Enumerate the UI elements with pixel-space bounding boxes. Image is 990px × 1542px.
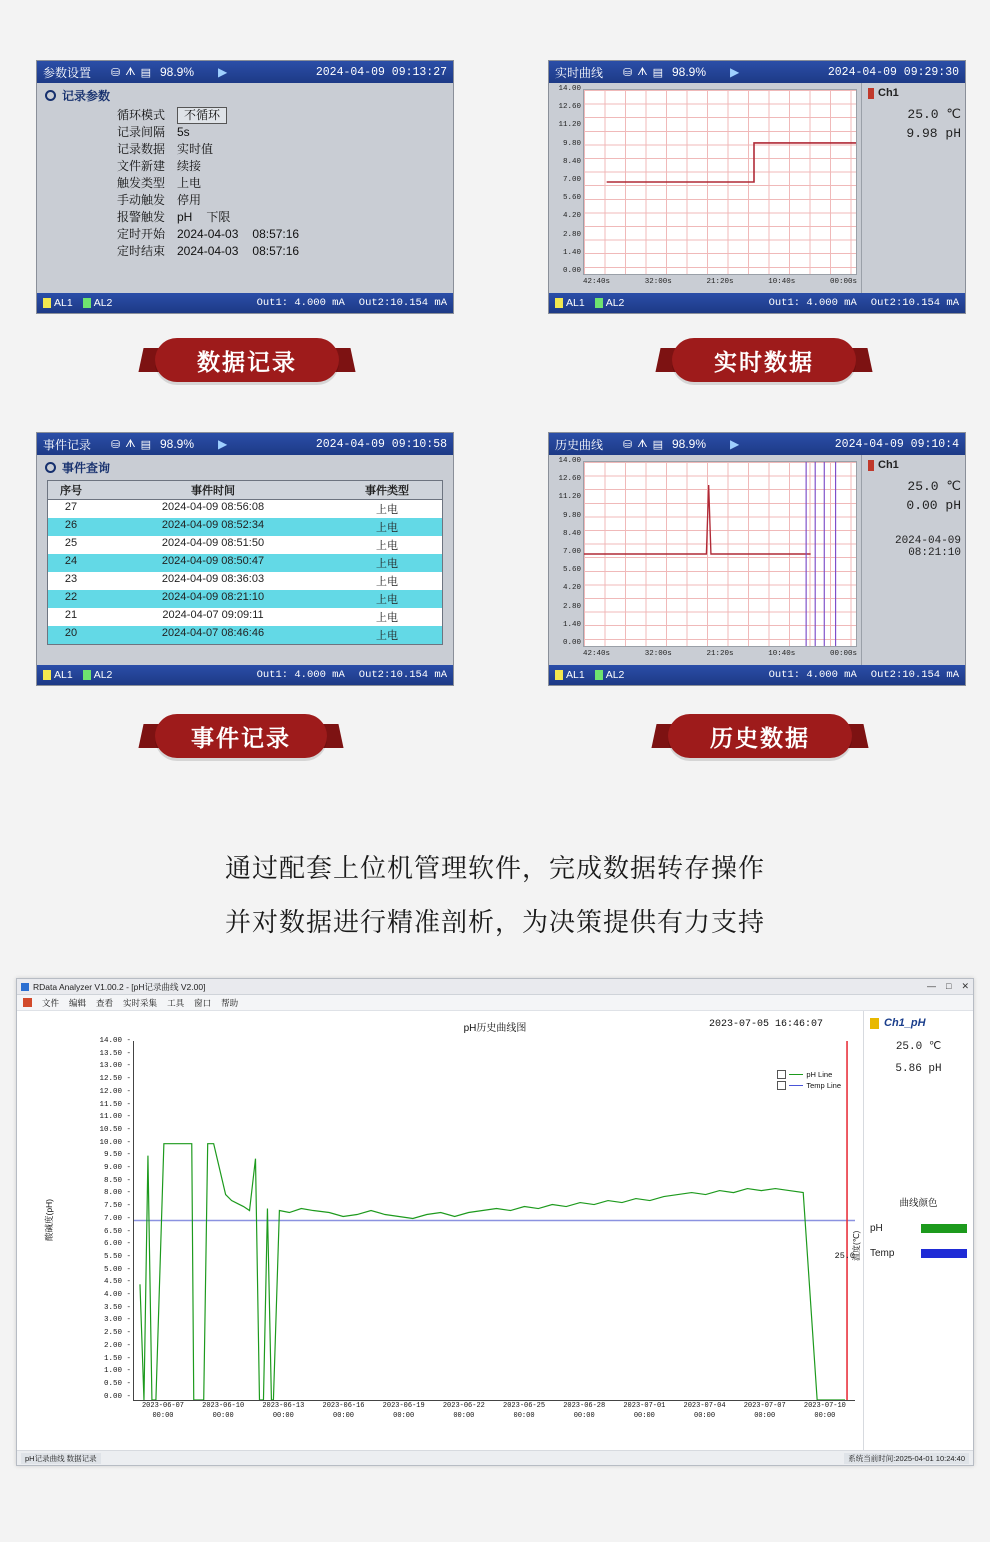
output1-value: Out1: 4.000 mA	[256, 669, 345, 681]
table-row[interactable]: 24 2024-04-09 08:50:47 上电	[48, 554, 442, 572]
event-table[interactable]	[47, 480, 443, 645]
panel-statusbar	[37, 665, 453, 685]
storage-icon: ▤	[652, 438, 664, 451]
line-swatch	[789, 1074, 803, 1075]
panel-body	[37, 455, 453, 665]
signal-icon: ᗑ	[637, 437, 649, 450]
battery-percent: 98.9%	[159, 65, 195, 79]
menu-item-realtime-acquire[interactable]: 实时采集	[123, 997, 158, 1008]
temp-color-swatch[interactable]	[921, 1249, 967, 1258]
param-list	[37, 106, 453, 260]
play-icon[interactable]: ▶	[218, 437, 228, 451]
output2-value: Out2:10.154 mA	[358, 669, 447, 681]
param-key: 手动触发	[116, 193, 165, 207]
window-titlebar	[17, 979, 973, 995]
status-icons	[111, 66, 152, 79]
panel-title: 历史曲线	[555, 437, 604, 452]
caption-data-record: 数据记录	[155, 338, 339, 382]
panel-datetime: 2024-04-09 09:29:30	[827, 65, 959, 79]
param-key: 记录数据	[116, 142, 165, 156]
ph-color-swatch[interactable]	[921, 1224, 967, 1233]
param-key: 循环模式	[116, 108, 165, 122]
status-icons	[623, 66, 664, 79]
panel-history-curve	[548, 432, 966, 686]
channel-label: Ch1	[868, 459, 961, 471]
window-title: RData Analyzer V1.00.2 - [pH记录曲线 V2.00]	[33, 981, 206, 992]
battery-icon: ⛁	[111, 438, 122, 451]
panel-body	[37, 83, 453, 293]
menu-item-tools[interactable]: 工具	[167, 997, 185, 1008]
param-value[interactable]: 不循环	[177, 107, 227, 124]
alarm2-indicator: AL2	[595, 669, 625, 681]
play-icon[interactable]: ▶	[730, 65, 740, 79]
table-row[interactable]: 26 2024-04-09 08:52:34 上电	[48, 518, 442, 536]
param-key: 定时结束	[116, 244, 165, 258]
battery-icon: ⛁	[623, 438, 634, 451]
x-axis-ticks: 42:40s 32:00s 21:20s 10:40s 00:00s	[583, 650, 857, 658]
section-title: 事件查询	[62, 461, 111, 475]
caption-event-record: 事件记录	[155, 714, 327, 758]
menu-item-edit[interactable]: 编辑	[69, 997, 87, 1008]
output1-value: Out1: 4.000 mA	[768, 297, 857, 309]
alarm1-indicator: AL1	[43, 297, 73, 309]
cursor-date: 2024-04-09	[894, 535, 961, 547]
param-row[interactable]	[37, 192, 453, 209]
secondary-axis-label: 温度(℃)	[851, 1230, 861, 1261]
plot-area	[133, 1041, 855, 1401]
table-row[interactable]: 27 2024-04-09 08:56:08 上电	[48, 500, 442, 518]
channel-color-swatch	[868, 88, 874, 99]
secondary-axis-value: 25.0	[834, 1251, 855, 1261]
channel-color-swatch	[868, 460, 874, 471]
y-axis-ticks: 14.00 - 13.50 - 13.00 - 12.50 - 12.00 - 11.50 - 11.00 - 10.50 - 10.00 - 9.50 - 9.00 - 8.50 - 8.00 - 7.50 - 7.00 - 6.50 - 6.00 - 5.50 - 5.00 - 4.50 - 4.00 - 3.50 - 3.00 - 2.50 - 2.00 - 1.50 - 1.00 - 0.50 - 0.00 -	[99, 1037, 131, 1401]
panel-titlebar	[549, 433, 965, 455]
alarm2-indicator: AL2	[83, 669, 113, 681]
menu-bar[interactable]	[17, 995, 973, 1011]
y-axis-label: 酸碱度(pH)	[44, 1198, 54, 1241]
battery-percent: 98.9%	[159, 437, 195, 451]
param-row[interactable]	[37, 175, 453, 192]
output1-value: Out1: 4.000 mA	[256, 297, 345, 309]
status-bar	[17, 1450, 973, 1465]
output2-value: Out2:10.154 mA	[870, 669, 959, 681]
col-type: 事件类型	[365, 485, 409, 497]
param-row[interactable]	[37, 243, 453, 260]
battery-icon: ⛁	[111, 66, 122, 79]
param-row[interactable]	[37, 141, 453, 158]
alarm1-indicator: AL1	[43, 669, 73, 681]
panel-event-log	[36, 432, 454, 686]
window-controls[interactable]	[927, 981, 969, 992]
param-key: 报警触发	[116, 210, 165, 224]
panel-titlebar	[37, 433, 453, 455]
menu-item-file[interactable]: 文件	[42, 997, 60, 1008]
checkbox-icon[interactable]	[777, 1070, 786, 1079]
storage-icon: ▤	[140, 438, 152, 451]
plot-area	[583, 89, 857, 275]
signal-icon: ᗑ	[125, 65, 137, 78]
panel-datetime: 2024-04-09 09:10:58	[315, 437, 447, 451]
history-trace	[584, 462, 856, 646]
output-values	[769, 669, 959, 681]
param-key: 文件新建	[116, 159, 165, 173]
param-value[interactable]: 2024-04-03	[177, 244, 239, 258]
maximize-icon[interactable]: □	[946, 981, 952, 991]
output2-value: Out2:10.154 mA	[870, 297, 959, 309]
param-row[interactable]	[37, 124, 453, 141]
col-time: 事件时间	[191, 485, 235, 497]
alarm1-indicator: AL1	[555, 297, 585, 309]
panel-body	[549, 83, 965, 293]
legend-item-ph[interactable]: pH Line	[777, 1069, 841, 1080]
table-row[interactable]: 25 2024-04-09 08:51:50 上电	[48, 536, 442, 554]
param-value-extra[interactable]: 08:57:16	[252, 227, 300, 241]
legend-row-ph[interactable]: pH	[870, 1223, 967, 1234]
menu-item-window[interactable]: 窗口	[194, 997, 212, 1008]
ph-value: 9.98 pH	[906, 126, 961, 141]
status-left: pH记录曲线 数据记录	[21, 1453, 101, 1464]
section-title: 记录参数	[62, 89, 111, 103]
minimize-icon[interactable]: —	[927, 981, 937, 991]
y-axis-ticks: 14.00 12.60 11.20 9.80 8.40 7.00 5.60 4.20 2.80 1.40 0.00	[558, 457, 581, 647]
ph-series	[140, 1144, 845, 1400]
channel-name: Ch1_pH	[870, 1017, 967, 1029]
panel-titlebar	[549, 61, 965, 83]
play-icon[interactable]: ▶	[218, 65, 228, 79]
status-icons	[623, 438, 664, 451]
alarm2-indicator: AL2	[83, 297, 113, 309]
checkbox-icon[interactable]	[777, 1081, 786, 1090]
table-row[interactable]: 23 2024-04-09 08:36:03 上电	[48, 572, 442, 590]
legend-row-temp[interactable]: Temp	[870, 1248, 967, 1259]
play-icon[interactable]: ▶	[730, 437, 740, 451]
table-header	[48, 481, 442, 500]
panel-title: 参数设置	[43, 65, 92, 80]
panel-statusbar	[549, 293, 965, 313]
param-row[interactable]	[37, 107, 453, 124]
history-chart[interactable]	[549, 455, 861, 665]
temperature-value: 25.0 ℃	[907, 107, 961, 122]
status-icons	[111, 438, 152, 451]
x-axis-ticks: 42:40s 32:00s 21:20s 10:40s 00:00s	[583, 278, 857, 286]
param-value[interactable]: 实时值	[177, 142, 214, 156]
channel-readout	[861, 83, 965, 293]
battery-icon: ⛁	[623, 66, 634, 79]
realtime-trace	[584, 90, 856, 274]
realtime-chart[interactable]	[549, 83, 861, 293]
record-icon	[45, 90, 56, 101]
menu-item-view[interactable]: 查看	[96, 997, 114, 1008]
status-right: 系统当前时间:2025-04-01 10:24:40	[844, 1453, 969, 1464]
param-value[interactable]: 2024-04-03	[177, 227, 239, 241]
x-axis-ticks: 2023-06-07 00:00 2023-06-10 00:00 2023-06-13 00:00 2023-06-16 00:00 2023-06-19 00:00 2023-06-22 00:00 2023-06-25 00:00 2023-06-28 00:00 2023-07-01 00:00 2023-07-04 00:00 2023-07-07 00:00 2023-07-10 00:00	[141, 1402, 846, 1420]
ph-history-plot	[134, 1041, 855, 1400]
close-icon[interactable]: ✕	[961, 981, 969, 991]
app-icon	[21, 983, 29, 991]
param-key: 触发类型	[116, 176, 165, 190]
legend-item-temp[interactable]: Temp Line	[777, 1080, 841, 1091]
alarm1-indicator: AL1	[555, 669, 585, 681]
panel-title: 实时曲线	[555, 65, 604, 80]
y-axis-ticks: 14.00 12.60 11.20 9.80 8.40 7.00 5.60 4.20 2.80 1.40 0.00	[558, 85, 581, 275]
storage-icon: ▤	[140, 66, 152, 79]
channel-readout	[861, 455, 965, 665]
caption-realtime-data: 实时数据	[672, 338, 856, 382]
ph-value: 0.00 pH	[906, 498, 961, 513]
brand-icon	[23, 998, 32, 1007]
output-values	[257, 669, 447, 681]
chart-timestamp: 2023-07-05 16:46:07	[708, 1019, 823, 1030]
output2-value: Out2:10.154 mA	[358, 297, 447, 309]
pc-software-window	[16, 978, 974, 1466]
panel-datetime: 2024-04-09 09:10:4	[834, 437, 959, 451]
section-header	[37, 455, 453, 478]
readout-sidebar	[863, 1011, 973, 1451]
series-legend[interactable]	[777, 1069, 841, 1091]
panel-statusbar	[549, 665, 965, 685]
marketing-line-2: 并对数据进行精准剖析，为决策提供有力支持	[224, 907, 765, 937]
battery-percent: 98.9%	[671, 65, 707, 79]
param-row[interactable]	[37, 158, 453, 175]
param-value[interactable]: pH	[177, 210, 193, 224]
menu-item-help[interactable]: 帮助	[221, 997, 239, 1008]
panel-titlebar	[37, 61, 453, 83]
param-value-extra[interactable]: 下限	[206, 210, 231, 224]
ph-value: 5.86 pH	[895, 1063, 942, 1075]
col-no: 序号	[60, 485, 82, 497]
param-value[interactable]: 停用	[177, 193, 202, 207]
caption-history-data: 历史数据	[668, 714, 852, 758]
alarm2-indicator: AL2	[595, 297, 625, 309]
table-row[interactable]: 20 2024-04-07 08:46:46 上电	[48, 626, 442, 644]
line-swatch	[789, 1085, 803, 1086]
param-key: 记录间隔	[116, 125, 165, 139]
channel-color-swatch	[870, 1018, 879, 1029]
search-icon	[45, 462, 56, 473]
panel-realtime-curve	[548, 60, 966, 314]
chart-title: pH历史曲线图	[463, 1023, 527, 1034]
table-row[interactable]: 22 2024-04-09 08:21:10 上电	[48, 590, 442, 608]
param-row[interactable]	[37, 226, 453, 243]
plot-area	[583, 461, 857, 647]
battery-percent: 98.9%	[671, 437, 707, 451]
param-row[interactable]	[37, 209, 453, 226]
channel-label: Ch1	[868, 87, 961, 99]
legend-title: 曲线颜色	[899, 1198, 938, 1209]
panel-datetime: 2024-04-09 09:13:27	[315, 65, 447, 79]
cursor-time: 08:21:10	[908, 547, 961, 559]
param-key: 定时开始	[116, 227, 165, 241]
panel-title: 事件记录	[43, 437, 92, 452]
output-values	[769, 297, 959, 309]
panel-body	[549, 455, 965, 665]
output1-value: Out1: 4.000 mA	[768, 669, 857, 681]
output-values	[257, 297, 447, 309]
temperature-value: 25.0 ℃	[895, 1041, 942, 1053]
section-header	[37, 83, 453, 106]
panel-statusbar	[37, 293, 453, 313]
marketing-line-1: 通过配套上位机管理软件，完成数据转存操作	[224, 853, 765, 883]
param-value-extra[interactable]: 08:57:16	[252, 244, 300, 258]
param-value[interactable]: 5s	[177, 125, 190, 139]
chart-canvas[interactable]	[17, 1011, 973, 1451]
storage-icon: ▤	[652, 66, 664, 79]
param-value[interactable]: 续接	[177, 159, 202, 173]
table-row[interactable]: 21 2024-04-07 09:09:11 上电	[48, 608, 442, 626]
signal-icon: ᗑ	[637, 65, 649, 78]
signal-icon: ᗑ	[125, 437, 137, 450]
panel-data-record	[36, 60, 454, 314]
param-value[interactable]: 上电	[177, 176, 202, 190]
temperature-value: 25.0 ℃	[907, 479, 961, 494]
